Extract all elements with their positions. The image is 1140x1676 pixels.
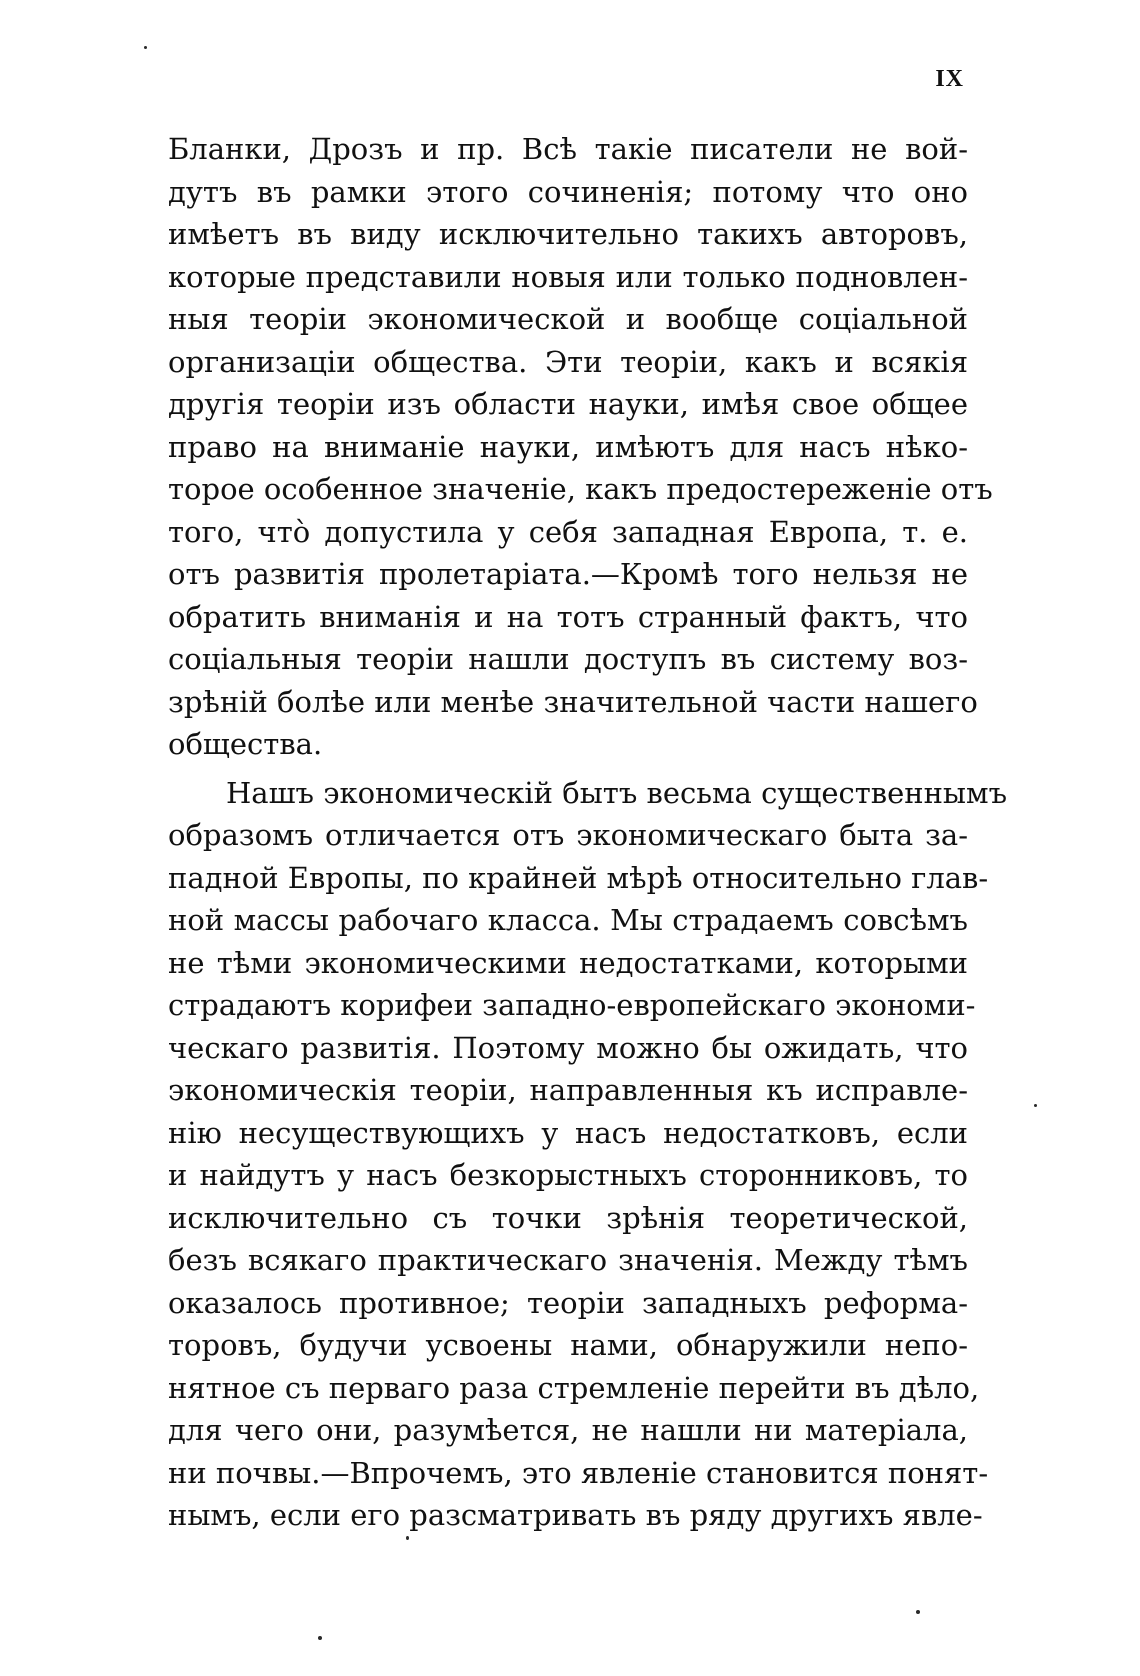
text-line: и найдутъ у насъ безкорыстныхъ сторонниковъ, то [168,1158,968,1192]
text-line: Бланки, Дрозъ и пр. Всѣ такіе писатели не вой- [168,132,968,166]
text-line: другія теоріи изъ области науки, имѣя свое общее [168,387,968,421]
text-line: страдаютъ корифеи западно-европейскаго экономи- [168,988,976,1022]
text-line: торое особенное значеніе, какъ предостереженіе отъ [168,472,993,506]
text-line: того, что̀ допустила у себя западная Европа, т. е. [168,514,968,549]
text-line: ческаго развитія. Поэтому можно бы ожидать, что [168,1030,968,1065]
text-line: организаціи общества. Эти теоріи, какъ и всякія [168,344,968,379]
text-line: право на вниманіе науки, имѣютъ для насъ нѣко- [168,429,968,464]
ink-speck [916,1610,920,1614]
text-line: для чего они, разумѣется, не нашли ни матеріала, [168,1413,968,1447]
text-line: ной массы рабочаго класса. Мы страдаемъ совсѣмъ [168,903,968,937]
paragraph-first-line: Нашъ экономическій бытъ весьма существеннымъ [226,775,1008,810]
text-line: исключительно съ точки зрѣнія теоретической, [168,1200,968,1235]
text-line: падной Европы, по крайней мѣрѣ относительно глав- [168,860,989,895]
text-line: оказалось противное; теоріи западныхъ реформа- [168,1285,968,1320]
text-line: отъ развитія пролетаріата.—Кромѣ того нельзя не [168,557,968,591]
text-line: ныя теоріи экономической и вообще соціальной [168,302,968,336]
text-line: не тѣми экономическими недостатками, которыми [168,945,968,980]
ink-speck [318,1636,322,1640]
text-line: обратить вниманія и на тотъ странный фактъ, что [168,599,968,634]
text-line: безъ всякаго практическаго значенія. Между тѣмъ [168,1243,968,1277]
text-line: дутъ въ рамки этого сочиненія; потому что оно [168,174,968,209]
text-line: нію несуществующихъ у насъ недостатковъ, если [168,1115,968,1150]
text-line: экономическія теоріи, направленныя къ исправле- [168,1073,968,1107]
text-line: ни почвы.—Впрочемъ, это явленіе становится понят- [168,1455,989,1490]
ink-speck [144,46,147,49]
text-line: имѣетъ въ виду исключительно такихъ авторовъ, [168,217,968,251]
paragraph-end-line: общества. [168,727,323,761]
text-line: торовъ, будучи усвоены нами, обнаружили непо- [168,1328,968,1362]
text-line: нымъ, если его разсматривать въ ряду другихъ явле- [168,1498,983,1532]
text-line: нятное съ перваго раза стремленіе перейти въ дѣло, [168,1370,980,1405]
text-line: образомъ отличается отъ экономическаго быта за- [168,818,968,852]
page-number: IX [935,66,964,92]
text-line: соціальныя теоріи нашли доступъ въ систему воз- [168,642,968,676]
text-line: зрѣній болѣе или менѣе значительной части нашего [168,684,978,719]
ink-speck [406,1536,409,1540]
body-text [168,128,1008,1537]
text-line: которые представили новыя или только подновлен- [168,259,968,294]
ink-speck [1034,1104,1037,1107]
